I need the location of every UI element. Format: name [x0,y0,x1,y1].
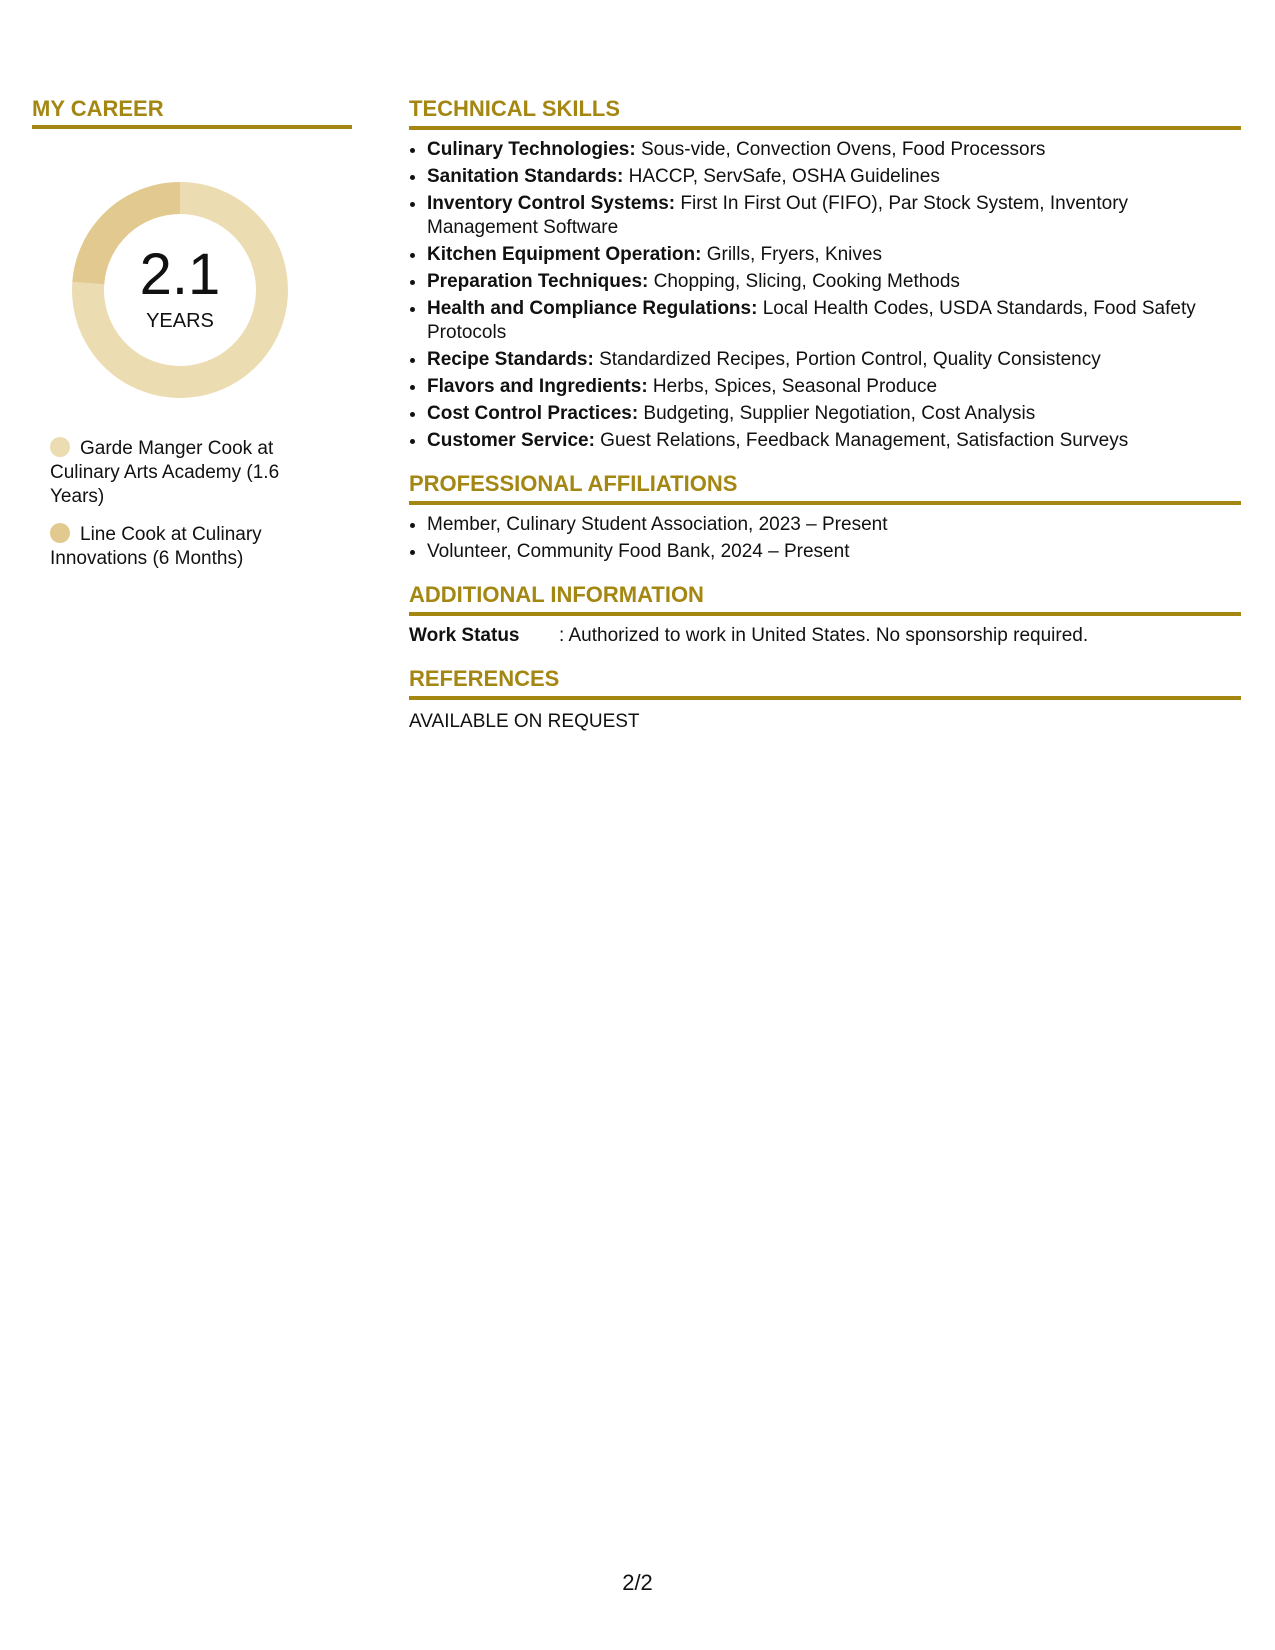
skill-name: Cost Control Practices: [427,403,639,424]
skill-name: Health and Compliance Regulations: [427,298,758,319]
skill-item [427,429,1241,453]
work-status-label: Work Status [409,625,520,646]
skill-item [427,375,1241,399]
affiliations-section [409,471,1241,564]
affiliations-title: PROFESSIONAL AFFILIATIONS [409,471,1241,505]
skill-value: HACCP, ServSafe, OSHA Guidelines [623,166,940,187]
career-donut-chart [66,176,294,404]
legend-label: Garde Manger Cook at Culinary Arts Academy (1.6 Years) [50,438,280,507]
technical-skills-section [409,96,1241,453]
skill-name: Flavors and Ingredients: [427,376,648,397]
skill-name: Kitchen Equipment Operation: [427,244,702,265]
skill-item [427,402,1241,426]
skill-value: Guest Relations, Feedback Management, Satisfaction Surveys [594,430,1129,451]
main-content [409,96,1241,752]
technical-skills-title: TECHNICAL SKILLS [409,96,1241,130]
skill-item [427,243,1241,267]
skill-name: Customer Service: [427,430,595,451]
skill-name: Inventory Control Systems: [427,193,676,214]
skill-item [427,348,1241,372]
skill-item [427,270,1241,294]
skill-value: First In First Out (FIFO), Par Stock System, Inventory Management Software [427,193,1129,238]
references-text: AVAILABLE ON REQUEST [409,711,640,732]
skill-name: Recipe Standards: [427,349,594,370]
legend-label: Line Cook at Culinary Innovations (6 Months) [50,524,262,569]
additional-info-section [409,582,1241,648]
skill-item [427,192,1241,240]
affiliations-list [409,513,1241,564]
skill-value: Grills, Fryers, Knives [701,244,882,265]
skill-value: Local Health Codes, USDA Standards, Food Safety Protocols [427,298,1196,343]
affiliation-item: • Volunteer, Community Food Bank, 2024 – Present [427,540,1241,564]
career-section [32,96,352,129]
references-title: REFERENCES [409,666,1241,700]
skill-value: Herbs, Spices, Seasonal Produce [647,376,938,397]
skill-name: Preparation Techniques: [427,271,649,292]
skill-name: Sanitation Standards: [427,166,624,187]
legend-item [50,523,300,571]
skill-value: Chopping, Slicing, Cooking Methods [648,271,960,292]
career-legend [50,437,300,585]
page-number: 2/2 [622,1570,653,1595]
skill-item [427,138,1241,162]
skill-name: Culinary Technologies: [427,139,636,160]
donut-total-unit: YEARS [146,310,214,332]
additional-info-title: ADDITIONAL INFORMATION [409,582,1241,616]
skill-value: Standardized Recipes, Portion Control, Quality Consistency [593,349,1101,370]
skill-item [427,165,1241,189]
work-status-row [409,624,1241,648]
legend-dot [50,437,70,457]
legend-dot [50,523,70,543]
skill-value: Budgeting, Supplier Negotiation, Cost Analysis [638,403,1036,424]
affiliation-item: • Member, Culinary Student Association, 2023 – Present [427,513,1241,537]
legend-item [50,437,300,509]
career-title: MY CAREER [32,96,352,129]
donut-total-value: 2.1 [139,242,221,307]
references-section [409,666,1241,734]
work-status-value: : Authorized to work in United States. No sponsorship required. [559,625,1089,646]
skills-list [409,138,1241,453]
skill-value: Sous-vide, Convection Ovens, Food Processors [635,139,1046,160]
skill-item [427,297,1241,345]
